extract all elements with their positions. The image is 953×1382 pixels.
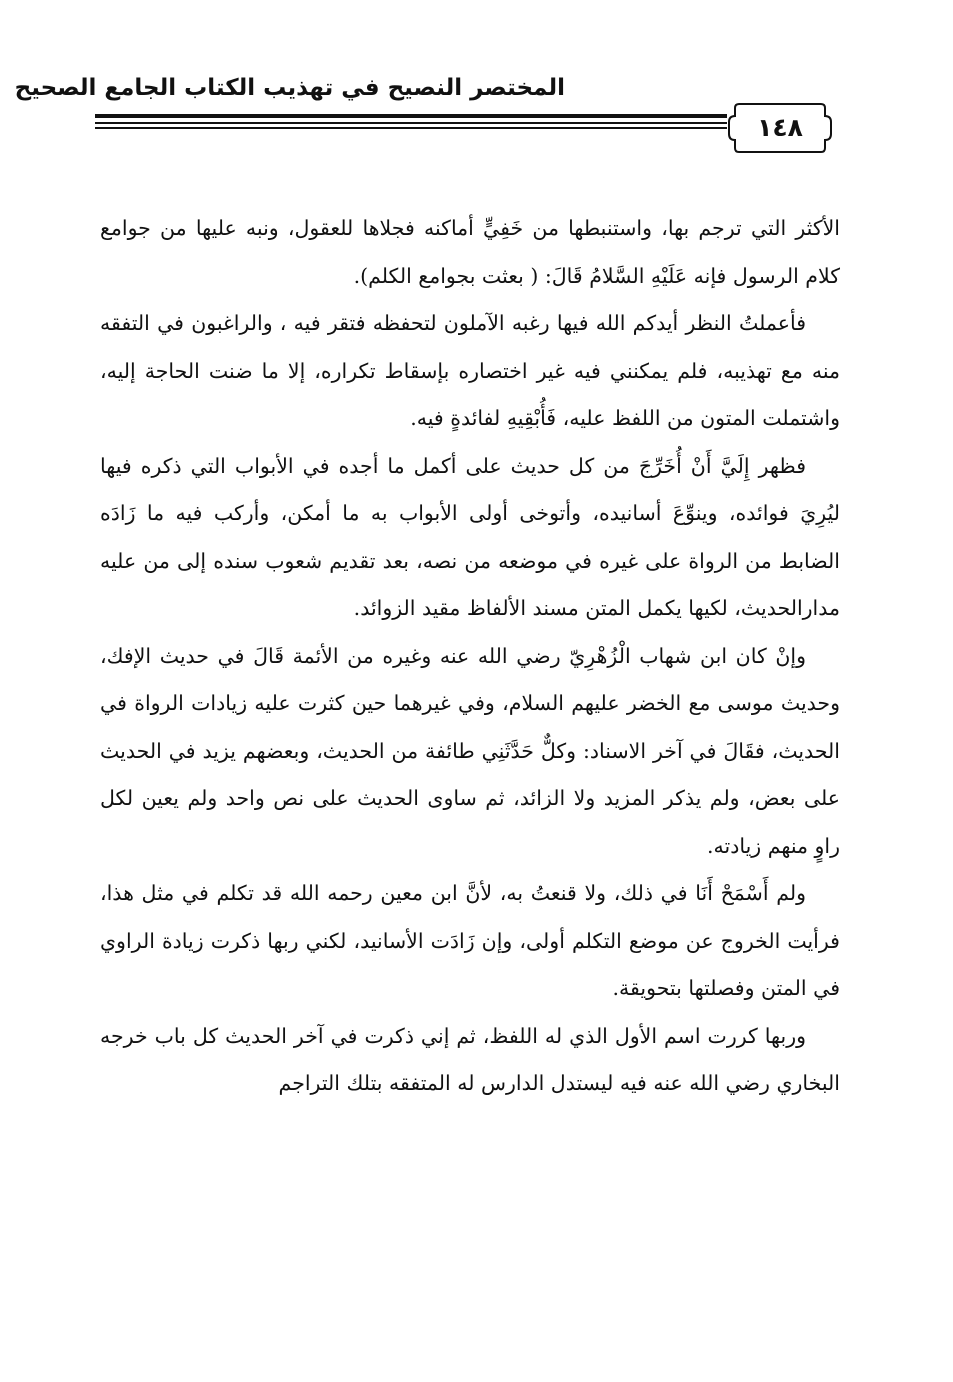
paragraph: وربها كررت اسم الأول الذي له اللفظ، ثم إني ذكرت في آخر الحديث كل باب خرجه البخاري رضي الله عنه فيه ليستدل الدارس له المتفقه بتلك التراجم bbox=[100, 1023, 840, 1095]
paragraph: الأكثر التي ترجم بها، واستنبطها من خَفِيٍّ أماكنه فجلاها للعقول، ونبه عليها من جوامع كلام الرسول فإنه عَلَيْهِ السَّلامُ قَالَ: ( بعثت بجوامع الكلم). bbox=[100, 216, 840, 288]
page-number: ١٤٨ bbox=[757, 113, 803, 142]
header-rule-thin bbox=[95, 127, 727, 129]
page-header bbox=[14, 60, 835, 170]
paragraph: فأعملتُ النظر أيدكم الله فيها رغبه الآملون لتحفظه فتقر فيه ، والراغبون في التفقه منه مع تهذيبه، فلم يمكنني فيه غير اختصاره بإسقاط تكراره، إلا ما ضنت الحاجة إليه، واشتملت المتون من اللفظ عليه، فَأُبْقِيهِ لفائدةٍ فيه. bbox=[100, 311, 840, 430]
running-title: المختصر النصيح في تهذيب الكتاب الجامع الصحيح bbox=[14, 75, 565, 101]
paragraph: وإنْ كان ابن شهاب الْزُهْرِيّ رضي الله عنه وغيره من الأئمة قَالَ في حديث الإفك، وحديث موسى مع الخضر عليهم السلام، وفي غيرهما حين كثرت عليه زيادات الرواة في الحديث، فقَالَ في آخر الاسناد: وكلٌّ حَدَّثَنِي طائفة من الحديث، وبعضهم يزيد في الحديث على بعض، ولم يذكر المزيد ولا الزائد، ثم ساوى الحديث على نص واحد ولم يعين لكل راوٍ منهم زيادته. bbox=[100, 643, 840, 858]
body-text bbox=[100, 205, 840, 1108]
header-rule-thick bbox=[95, 114, 727, 118]
header-rule-thin bbox=[95, 122, 727, 124]
paragraph: فظهر إِلَيَّ أَنْ أُخَرِّجَ من كل حديث على أكمل ما أجده في الأبواب التي ذكره فيها ليُرِيَ فوائده، وينوِّعَ أسانيده، وأتوخى أولى الأبواب به ما أمكن، وأركب فيه ما زَادَه الضابط من الرواة على غيره في موضعه من نصه، بعد تقديم شعوب سنده إلى من عليه مدارالحديث، لكيها يكمل المتن مسند الألفاظ مقيد الزوائد. bbox=[100, 453, 840, 620]
paragraph: ولم أَسْمَحْ أَنَا في ذلك، ولا قنعتُ به، لأنَّ ابن معين رحمه الله قد تكلم في مثل هذا، فرأيت الخروج عن موضع التكلم أولى، وإن زَادَت الأسانيد، لكني ربها ذكرت زيادة الراوي في المتن وفصلتها بتحويقة. bbox=[100, 881, 840, 1000]
page-number-frame bbox=[727, 102, 833, 154]
